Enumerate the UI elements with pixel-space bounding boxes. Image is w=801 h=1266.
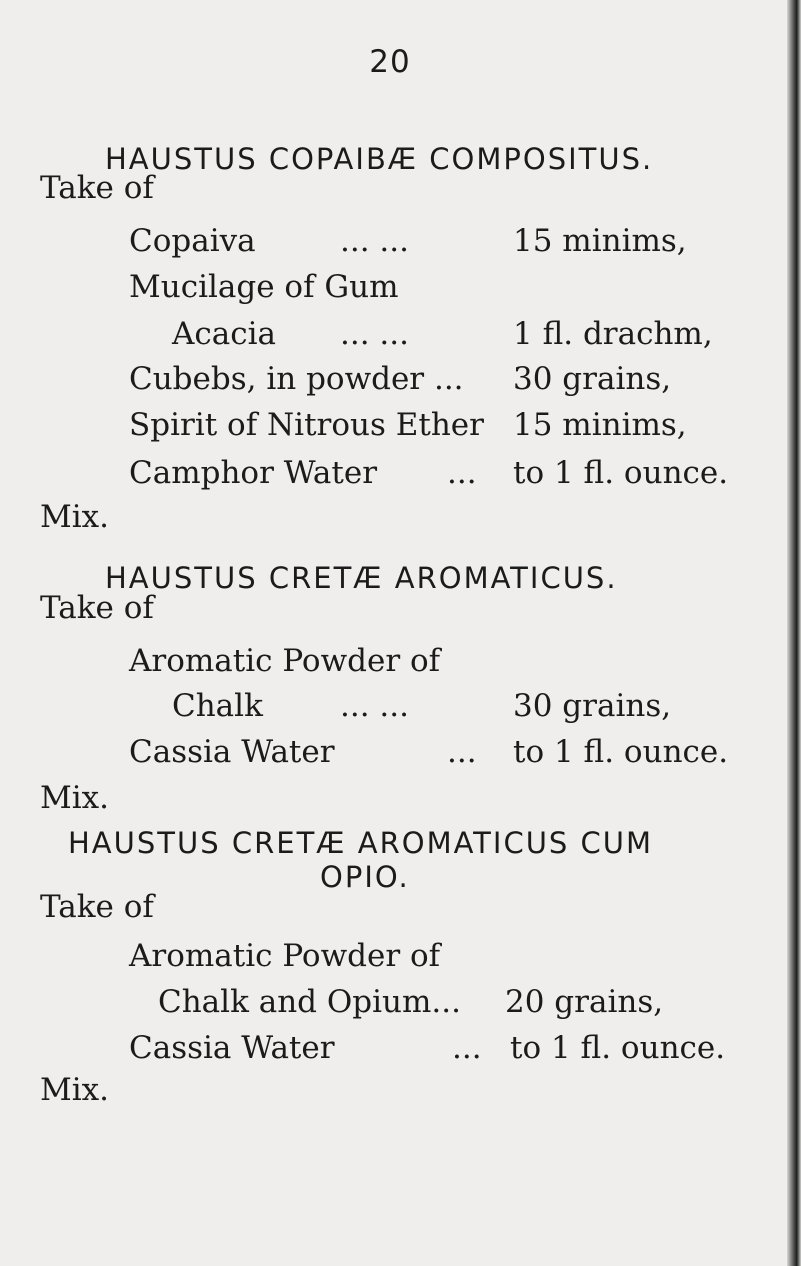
page-number: 20 xyxy=(369,44,411,80)
ingredient-quantity: 20 grains, xyxy=(505,984,664,1020)
ingredient-quantity: 1 fl. drachm, xyxy=(513,316,713,352)
ingredient-name: Cubebs, in powder ... xyxy=(129,361,464,397)
section-heading-continued: OPIO. xyxy=(320,860,410,894)
take-of-label: Take of xyxy=(40,170,154,206)
ingredient-name: Chalk and Opium... xyxy=(158,984,461,1020)
leader-dots: ... xyxy=(447,455,477,491)
leader-dots: ... ... xyxy=(340,316,409,352)
ingredient-name: Aromatic Powder of xyxy=(129,643,441,679)
ingredient-name: Aromatic Powder of xyxy=(129,938,441,974)
leader-dots: ... xyxy=(452,1030,482,1066)
ingredient-name: Mucilage of Gum xyxy=(129,269,399,305)
ingredient-quantity: 15 minims, xyxy=(513,407,687,443)
take-of-label: Take of xyxy=(40,590,154,626)
ingredient-name: Chalk xyxy=(172,688,263,724)
take-of-label: Take of xyxy=(40,889,154,925)
ingredient-name: Cassia Water xyxy=(129,1030,335,1066)
section-heading: HAUSTUS CRETÆ AROMATICUS. xyxy=(105,561,618,595)
ingredient-quantity: to 1 fl. ounce. xyxy=(513,734,729,770)
leader-dots: ... xyxy=(447,734,477,770)
ingredient-quantity: 30 grains, xyxy=(513,688,672,724)
ingredient-name: Spirit of Nitrous Ether xyxy=(129,407,484,443)
ingredient-name: Acacia xyxy=(172,316,276,352)
ingredient-quantity: 30 grains, xyxy=(513,361,672,397)
leader-dots: ... ... xyxy=(340,688,409,724)
ingredient-quantity: to 1 fl. ounce. xyxy=(510,1030,726,1066)
mix-instruction: Mix. xyxy=(40,1072,109,1108)
ingredient-name: Camphor Water xyxy=(129,455,378,491)
leader-dots: ... ... xyxy=(340,223,409,259)
ingredient-quantity: to 1 fl. ounce. xyxy=(513,455,729,491)
page-edge-shadow xyxy=(787,0,801,1266)
mix-instruction: Mix. xyxy=(40,780,109,816)
ingredient-name: Copaiva xyxy=(129,223,256,259)
section-heading: HAUSTUS CRETÆ AROMATICUS CUM xyxy=(68,826,654,860)
ingredient-quantity: 15 minims, xyxy=(513,223,687,259)
mix-instruction: Mix. xyxy=(40,499,109,535)
ingredient-name: Cassia Water xyxy=(129,734,335,770)
section-heading: HAUSTUS COPAIBÆ COMPOSITUS. xyxy=(105,142,654,176)
